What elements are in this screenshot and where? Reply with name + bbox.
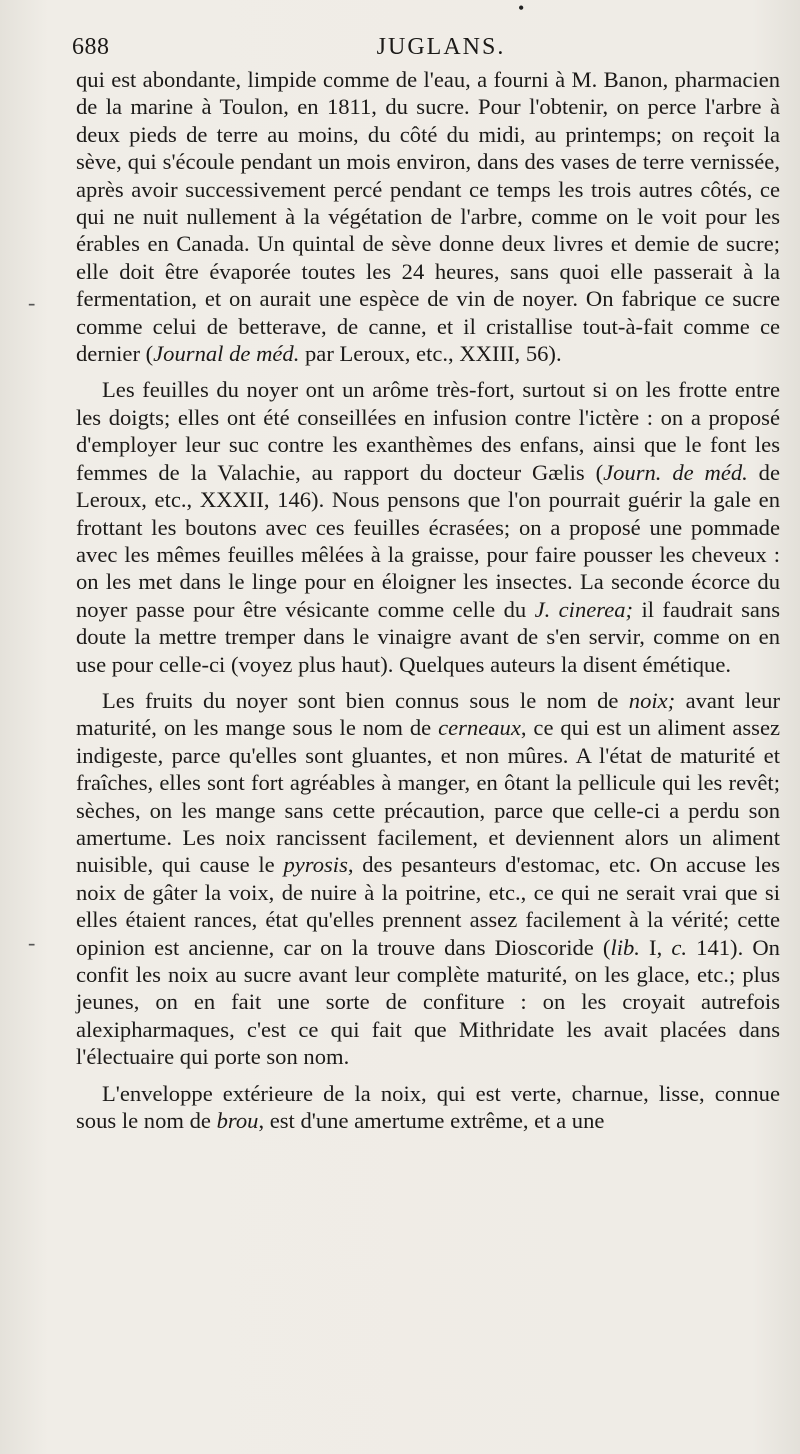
margin-mark: - — [28, 290, 36, 315]
italic-text: c. — [671, 934, 688, 960]
paragraph — [76, 687, 780, 1071]
paragraph — [76, 66, 780, 367]
text-run: I, — [639, 934, 672, 960]
text-run: qui est abondante, limpide comme de l'eau, a fourni à M. Banon, pharmacien de la marine à Toulon, en 1811, du sucre. Pour l'obtenir, on perce l'arbre à deux pieds de terre au moins, du côté du midi, au printemps; on reçoit la sève, qui s'écoule pendant un mois environ, dans des vases de terre vernissée, après avoir successivement percé pendant ce temps les trois autres côtés, ce qui ne nuit nullement à la végétation de l'arbre, comme on le voit pour les érables en Canada. Un quintal de sève donne deux livres et demie de sucre; elle doit être évaporée toutes les 24 heures, sans quoi elle passerait à la fermentation, et on aurait une espèce de vin de noyer. On fabrique ce sucre comme celui de betterave, de canne, et il cristallise tout-à-fait comme ce dernier ( — [76, 67, 780, 367]
margin-mark: - — [28, 930, 36, 955]
text-run: , ce qui est un aliment assez indigeste, parce qu'elles sont gluantes, et non mûres. A l'état de maturité et fraîches, elles sont fort agréables à manger, en ôtant la pellicule qui les revêt; sèches, on les mange sans cette précaution, parce que celle-ci a perdu son amertume. Les noix rancissent facilement, et deviennent alors un aliment nuisible, qui cause le — [76, 715, 781, 878]
text-run: il faudrait sans doute la mettre tremper dans le vinaigre avant de s'en servir, comme on en use pour celle-ci (voyez plus haut). Quelques auteurs la disent émétique. — [76, 596, 780, 677]
body-text — [76, 66, 780, 1143]
italic-text: noix; — [628, 687, 676, 713]
text-run: par Leroux, etc., XXIII, 56). — [299, 341, 562, 367]
text-run: L'enveloppe extérieure de la noix, qui est verte, charnue, lisse, connue sous le nom de — [76, 1080, 780, 1134]
text-run: , des pesanteurs d'estomac, etc. On accuse les noix de gâter la voix, de nuire à la poitrine, etc., ce qui ne serait vrai que si elles étaient rances, état qu'elles prennent assez facilement à la vérité; cette opinion est ancienne, car on la trouve dans Dioscoride ( — [76, 852, 781, 960]
paragraph — [76, 376, 780, 677]
text-run: de Leroux, etc., XXXII, 146). Nous pensons que l'on pourrait guérir la gale en frottant les boutons avec ces feuilles écrasées; on a proposé une pommade avec les mêmes feuilles mêlées à la graisse, pour faire pousser les cheveux : on les met dans le linge pour en éloigner les insectes. La seconde écorce du noyer passe pour être vésicante comme celle du — [76, 459, 780, 622]
ink-speck: • — [518, 0, 525, 18]
text-run: 141). On confit les noix au sucre avant leur complète maturité, on les glace, etc.; plus jeunes, on en fait une sorte de confiture : on les croyait autrefois alexipharmaques, c'est ce qui fait que Mithridate les avait placées dans l'électuaire qui porte son nom. — [76, 934, 780, 1070]
text-run: Les feuilles du noyer ont un arôme très-fort, surtout si on les frotte entre les doigts; elles ont été conseillées en infusion contre l'ictère : on a proposé d'employer leur suc contre les exanthèmes des enfans, ainsi que le font les femmes de la Valachie, au rapport du docteur Gælis ( — [76, 377, 780, 485]
italic-text: lib. — [610, 934, 640, 960]
running-title: JUGLANS. — [376, 34, 506, 60]
italic-text: pyrosis — [283, 852, 348, 878]
paragraph — [76, 1080, 780, 1135]
italic-text: Journal de méd. — [153, 341, 300, 367]
italic-text: Journ. de méd. — [603, 459, 748, 485]
text-run: Les fruits du noyer sont bien connus sous le nom de — [102, 687, 629, 713]
page-number: 688 — [72, 34, 110, 60]
italic-text: brou — [216, 1108, 259, 1134]
text-run: avant leur maturité, on les mange sous le nom de — [76, 687, 780, 741]
text-run: , est d'une amertume extrême, et a une — [258, 1108, 605, 1134]
italic-text: cerneaux — [438, 715, 521, 741]
italic-text: J. cinerea; — [534, 596, 634, 622]
page-header — [72, 34, 770, 70]
